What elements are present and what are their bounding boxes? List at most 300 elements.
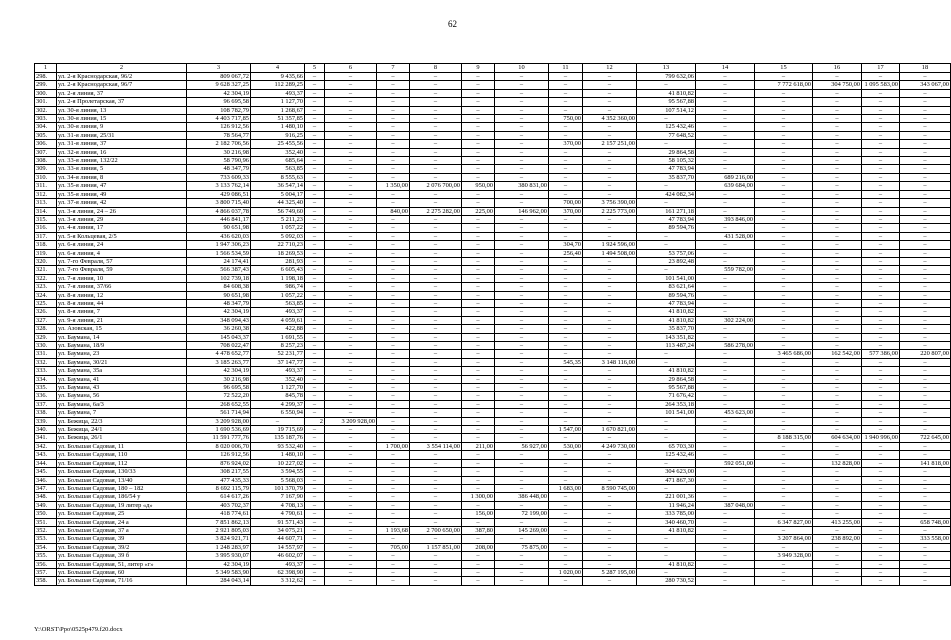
amount-cell: – [325, 157, 377, 165]
amount-cell: 11 591 777,76 [187, 434, 251, 442]
amount-cell: – [305, 316, 325, 324]
amount-cell: 48 347,79 [187, 299, 251, 307]
amount-cell: – [637, 426, 696, 434]
amount-cell: – [462, 484, 495, 492]
amount-cell: – [755, 257, 813, 265]
table-row [35, 392, 951, 400]
amount-cell: – [549, 81, 583, 89]
amount-cell: – [813, 384, 862, 392]
amount-cell: 36 547,14 [251, 182, 305, 190]
amount-cell: – [696, 384, 755, 392]
table-row [35, 535, 951, 543]
column-number-cell: 6 [325, 64, 377, 73]
amount-cell: – [377, 199, 410, 207]
amount-cell: – [696, 81, 755, 89]
amount-cell: – [305, 157, 325, 165]
amount-cell: – [755, 409, 813, 417]
amount-cell: – [755, 325, 813, 333]
column-number-cell: 17 [862, 64, 900, 73]
amount-cell: 58 790,96 [187, 157, 251, 165]
amount-cell: 83 621,64 [637, 283, 696, 291]
amount-cell: – [813, 442, 862, 450]
row-number-cell: 305. [35, 131, 57, 139]
amount-cell: – [900, 190, 951, 198]
amount-cell: – [325, 81, 377, 89]
address-cell: ул. 37-я линия, 42 [57, 199, 187, 207]
amount-cell: – [583, 560, 637, 568]
amount-cell: 1 193,68 [377, 526, 410, 534]
amount-cell: – [495, 148, 549, 156]
amount-cell: – [583, 350, 637, 358]
amount-cell: – [305, 115, 325, 123]
amount-cell: – [549, 375, 583, 383]
amount-cell: – [305, 173, 325, 181]
amount-cell: – [900, 165, 951, 173]
amount-cell: – [549, 215, 583, 223]
amount-cell: 23 892,48 [637, 257, 696, 265]
address-cell: ул. 35-я линия, 49 [57, 190, 187, 198]
amount-cell: – [305, 182, 325, 190]
amount-cell: – [325, 131, 377, 139]
amount-cell: – [583, 81, 637, 89]
amount-cell: – [755, 417, 813, 425]
amount-cell: – [696, 426, 755, 434]
table-row [35, 157, 951, 165]
amount-cell: – [325, 451, 377, 459]
amount-cell: – [410, 199, 462, 207]
amount-cell: – [696, 140, 755, 148]
amount-cell: – [813, 148, 862, 156]
amount-cell: – [583, 510, 637, 518]
amount-cell: – [377, 535, 410, 543]
amount-cell: – [862, 89, 900, 97]
amount-cell: – [495, 333, 549, 341]
amount-cell: 18 269,53 [251, 249, 305, 257]
amount-cell: 592 051,00 [696, 459, 755, 467]
amount-cell: – [462, 291, 495, 299]
amount-cell: – [410, 358, 462, 366]
amount-cell: – [637, 434, 696, 442]
amount-cell: 4 478 652,77 [187, 350, 251, 358]
amount-cell: 586 278,00 [696, 342, 755, 350]
amount-cell: – [410, 400, 462, 408]
amount-cell: – [583, 224, 637, 232]
amount-cell: – [862, 165, 900, 173]
amount-cell: – [755, 274, 813, 282]
table-row [35, 274, 951, 282]
amount-cell: – [462, 299, 495, 307]
amount-cell: – [377, 417, 410, 425]
amount-cell: 799 632,06 [637, 73, 696, 81]
amount-cell: – [637, 535, 696, 543]
amount-cell: 146 962,00 [495, 207, 549, 215]
amount-cell: – [305, 81, 325, 89]
column-number-cell: 15 [755, 64, 813, 73]
amount-cell: – [325, 476, 377, 484]
amount-cell: – [862, 182, 900, 190]
amount-cell: – [583, 190, 637, 198]
amount-cell: – [862, 224, 900, 232]
table-row [35, 207, 951, 215]
amount-cell: – [462, 367, 495, 375]
amount-cell: – [583, 73, 637, 81]
table-row [35, 501, 951, 509]
amount-cell: 380 831,00 [495, 182, 549, 190]
amount-cell: 705,00 [377, 543, 410, 551]
amount-cell: 156,00 [462, 510, 495, 518]
amount-cell: – [462, 535, 495, 543]
amount-cell: – [755, 207, 813, 215]
amount-cell: – [862, 501, 900, 509]
amount-cell: 340 460,70 [637, 518, 696, 526]
amount-cell: 431 528,00 [696, 232, 755, 240]
amount-cell: 220 807,00 [900, 350, 951, 358]
amount-cell: – [325, 291, 377, 299]
amount-cell: – [862, 283, 900, 291]
amount-cell: – [696, 484, 755, 492]
amount-cell: – [462, 165, 495, 173]
amount-cell: – [325, 182, 377, 190]
amount-cell: – [325, 392, 377, 400]
amount-cell: – [755, 173, 813, 181]
amount-cell: – [755, 560, 813, 568]
amount-cell: – [325, 358, 377, 366]
amount-cell: – [377, 131, 410, 139]
address-cell: ул. Баумана, 56 [57, 392, 187, 400]
row-number-cell: 322. [35, 274, 57, 282]
amount-cell: – [377, 283, 410, 291]
amount-cell: – [755, 468, 813, 476]
amount-cell: – [583, 215, 637, 223]
amount-cell: – [410, 518, 462, 526]
amount-cell: – [583, 501, 637, 509]
amount-cell: – [305, 199, 325, 207]
row-number-cell: 310. [35, 173, 57, 181]
table-row [35, 308, 951, 316]
amount-cell: – [900, 375, 951, 383]
amount-cell: – [495, 173, 549, 181]
amount-cell: – [696, 89, 755, 97]
amount-cell: – [637, 232, 696, 240]
amount-cell: – [900, 442, 951, 450]
amount-cell: – [325, 493, 377, 501]
row-number-cell: 308. [35, 157, 57, 165]
amount-cell: – [900, 342, 951, 350]
amount-cell: – [325, 501, 377, 509]
amount-cell: – [813, 451, 862, 459]
amount-cell: – [583, 182, 637, 190]
amount-cell: – [305, 299, 325, 307]
amount-cell: – [813, 249, 862, 257]
amount-cell: – [377, 384, 410, 392]
row-number-cell: 315. [35, 215, 57, 223]
amount-cell: – [462, 384, 495, 392]
amount-cell: 91 571,43 [251, 518, 305, 526]
amount-cell: – [549, 325, 583, 333]
amount-cell: – [813, 190, 862, 198]
amount-cell: 446 841,17 [187, 215, 251, 223]
amount-cell: – [755, 241, 813, 249]
amount-cell: – [410, 165, 462, 173]
amount-cell: 304 750,00 [813, 81, 862, 89]
row-number-cell: 347. [35, 484, 57, 492]
row-number-cell: 356. [35, 560, 57, 568]
amount-cell: – [410, 283, 462, 291]
amount-cell: 29 864,58 [637, 375, 696, 383]
amount-cell: – [813, 232, 862, 240]
amount-cell: – [462, 157, 495, 165]
amount-cell: – [583, 165, 637, 173]
amount-cell: – [325, 308, 377, 316]
amount-cell: – [377, 426, 410, 434]
amount-cell: 162 542,00 [813, 350, 862, 358]
amount-cell: – [755, 131, 813, 139]
amount-cell: 161 271,18 [637, 207, 696, 215]
amount-cell: – [495, 501, 549, 509]
address-cell: ул. 7-я линия, 10 [57, 274, 187, 282]
amount-cell: – [862, 140, 900, 148]
amount-cell: 1 198,18 [251, 274, 305, 282]
amount-cell: – [377, 148, 410, 156]
amount-cell: – [755, 510, 813, 518]
amount-cell: – [305, 249, 325, 257]
amount-cell: – [583, 552, 637, 560]
register-table [34, 63, 951, 586]
amount-cell: – [325, 468, 377, 476]
amount-cell: 5 287 195,00 [583, 568, 637, 576]
amount-cell: – [549, 173, 583, 181]
amount-cell: – [696, 241, 755, 249]
row-number-cell: 353. [35, 535, 57, 543]
amount-cell: 566 387,43 [187, 266, 251, 274]
amount-cell: 14 557,97 [251, 543, 305, 551]
amount-cell: 733 609,33 [187, 173, 251, 181]
amount-cell: – [696, 577, 755, 585]
amount-cell: – [305, 342, 325, 350]
amount-cell: – [813, 560, 862, 568]
column-number-cell: 3 [187, 64, 251, 73]
amount-cell: – [495, 518, 549, 526]
amount-cell: – [495, 190, 549, 198]
row-number-cell: 306. [35, 140, 57, 148]
amount-cell: – [862, 568, 900, 576]
amount-cell: 1 700,00 [377, 442, 410, 450]
amount-cell: 113 487,24 [637, 342, 696, 350]
amount-cell: – [549, 367, 583, 375]
amount-cell: 4 352 360,00 [583, 115, 637, 123]
amount-cell: – [900, 484, 951, 492]
amount-cell: – [900, 316, 951, 324]
amount-cell: 387,80 [462, 526, 495, 534]
address-cell: ул. Большая Садовая, 112 [57, 459, 187, 467]
amount-cell: – [305, 358, 325, 366]
amount-cell: – [862, 157, 900, 165]
amount-cell: – [305, 459, 325, 467]
amount-cell: – [813, 157, 862, 165]
amount-cell: – [549, 560, 583, 568]
amount-cell: – [325, 434, 377, 442]
amount-cell: 11 946,24 [637, 501, 696, 509]
amount-cell: – [410, 157, 462, 165]
amount-cell: – [495, 165, 549, 173]
amount-cell: – [862, 384, 900, 392]
amount-cell: – [862, 442, 900, 450]
amount-cell: – [377, 249, 410, 257]
amount-cell: – [251, 417, 305, 425]
amount-cell: – [696, 73, 755, 81]
amount-cell: 352,40 [251, 375, 305, 383]
amount-cell: – [813, 257, 862, 265]
amount-cell: 5 004,17 [251, 190, 305, 198]
amount-cell: 1 268,67 [251, 106, 305, 114]
amount-cell: 471 867,30 [637, 476, 696, 484]
row-number-cell: 326. [35, 308, 57, 316]
amount-cell: – [900, 476, 951, 484]
row-number-cell: 340. [35, 426, 57, 434]
amount-cell: – [862, 375, 900, 383]
amount-cell: – [549, 526, 583, 534]
address-cell: ул. 2-я Краснодарская, 96/7 [57, 81, 187, 89]
amount-cell: – [305, 283, 325, 291]
amount-cell: 333 785,00 [637, 510, 696, 518]
amount-cell: – [637, 358, 696, 366]
amount-cell: 112 289,25 [251, 81, 305, 89]
amount-cell: – [900, 468, 951, 476]
table-row [35, 148, 951, 156]
amount-cell: 42 304,19 [187, 308, 251, 316]
amount-cell: – [755, 459, 813, 467]
amount-cell: – [755, 106, 813, 114]
amount-cell: – [410, 81, 462, 89]
amount-cell: 422,88 [251, 325, 305, 333]
amount-cell: – [495, 106, 549, 114]
address-cell: ул. 33-я линия, 5 [57, 165, 187, 173]
amount-cell: – [549, 510, 583, 518]
amount-cell: – [462, 577, 495, 585]
amount-cell: – [696, 350, 755, 358]
row-number-cell: 316. [35, 224, 57, 232]
amount-cell: – [549, 451, 583, 459]
row-number-cell: 309. [35, 165, 57, 173]
amount-cell: – [325, 400, 377, 408]
row-number-cell: 345. [35, 468, 57, 476]
amount-cell: – [325, 510, 377, 518]
amount-cell: – [862, 342, 900, 350]
amount-cell: – [583, 232, 637, 240]
amount-cell: – [755, 190, 813, 198]
amount-cell: – [813, 291, 862, 299]
amount-cell: – [305, 266, 325, 274]
amount-cell: 750,00 [549, 115, 583, 123]
amount-cell: 35 837,70 [637, 325, 696, 333]
amount-cell: – [696, 98, 755, 106]
address-cell: ул. 2-я Краснодарская, 96/2 [57, 73, 187, 81]
amount-cell: – [410, 501, 462, 509]
amount-cell: – [325, 409, 377, 417]
amount-cell: 3 949 328,00 [755, 552, 813, 560]
amount-cell: – [410, 140, 462, 148]
amount-cell: – [462, 89, 495, 97]
amount-cell: – [813, 241, 862, 249]
amount-cell: – [900, 568, 951, 576]
amount-cell: – [305, 451, 325, 459]
amount-cell: – [696, 115, 755, 123]
amount-cell: 561 714,94 [187, 409, 251, 417]
amount-cell: – [410, 224, 462, 232]
amount-cell: – [305, 98, 325, 106]
amount-cell: – [325, 123, 377, 131]
amount-cell: – [900, 123, 951, 131]
amount-cell: – [377, 560, 410, 568]
amount-cell: – [410, 148, 462, 156]
column-number-cell: 4 [251, 64, 305, 73]
amount-cell: 950,00 [462, 182, 495, 190]
amount-cell: – [900, 409, 951, 417]
amount-cell: 125 432,46 [637, 451, 696, 459]
amount-cell: – [813, 375, 862, 383]
row-number-cell: 319. [35, 249, 57, 257]
address-cell: ул. Большая Садовая, 39 б [57, 552, 187, 560]
amount-cell: – [495, 434, 549, 442]
amount-cell: – [813, 333, 862, 341]
amount-cell: – [305, 375, 325, 383]
amount-cell: – [325, 148, 377, 156]
amount-cell: 78 564,77 [187, 131, 251, 139]
amount-cell: – [583, 417, 637, 425]
amount-cell: – [462, 568, 495, 576]
amount-cell: – [862, 199, 900, 207]
row-number-cell: 352. [35, 526, 57, 534]
amount-cell: – [813, 325, 862, 333]
amount-cell: 424 082,34 [637, 190, 696, 198]
amount-cell: – [462, 476, 495, 484]
amount-cell: – [755, 199, 813, 207]
amount-cell: – [325, 384, 377, 392]
table-row [35, 375, 951, 383]
amount-cell: 96 695,58 [187, 384, 251, 392]
amount-cell: – [410, 552, 462, 560]
amount-cell: – [377, 241, 410, 249]
amount-cell: – [410, 459, 462, 467]
amount-cell: – [755, 224, 813, 232]
amount-cell: 559 782,00 [696, 266, 755, 274]
amount-cell: 41 810,82 [637, 560, 696, 568]
amount-cell: – [495, 568, 549, 576]
amount-cell: – [549, 543, 583, 551]
amount-cell: – [755, 123, 813, 131]
amount-cell: – [696, 367, 755, 375]
amount-cell: – [755, 283, 813, 291]
amount-cell: – [549, 274, 583, 282]
amount-cell: – [549, 291, 583, 299]
amount-cell: – [377, 409, 410, 417]
column-number-cell: 11 [549, 64, 583, 73]
row-number-cell: 349. [35, 501, 57, 509]
amount-cell: – [755, 249, 813, 257]
amount-cell: – [377, 350, 410, 358]
amount-cell: – [696, 560, 755, 568]
amount-cell: – [696, 131, 755, 139]
amount-cell: – [583, 274, 637, 282]
amount-cell: 7 851 862,13 [187, 518, 251, 526]
amount-cell: – [755, 308, 813, 316]
amount-cell: – [325, 257, 377, 265]
amount-cell: – [410, 308, 462, 316]
amount-cell: 453 623,00 [696, 409, 755, 417]
address-cell: ул. Баумана, 14 [57, 333, 187, 341]
amount-cell: – [900, 493, 951, 501]
amount-cell: – [495, 535, 549, 543]
